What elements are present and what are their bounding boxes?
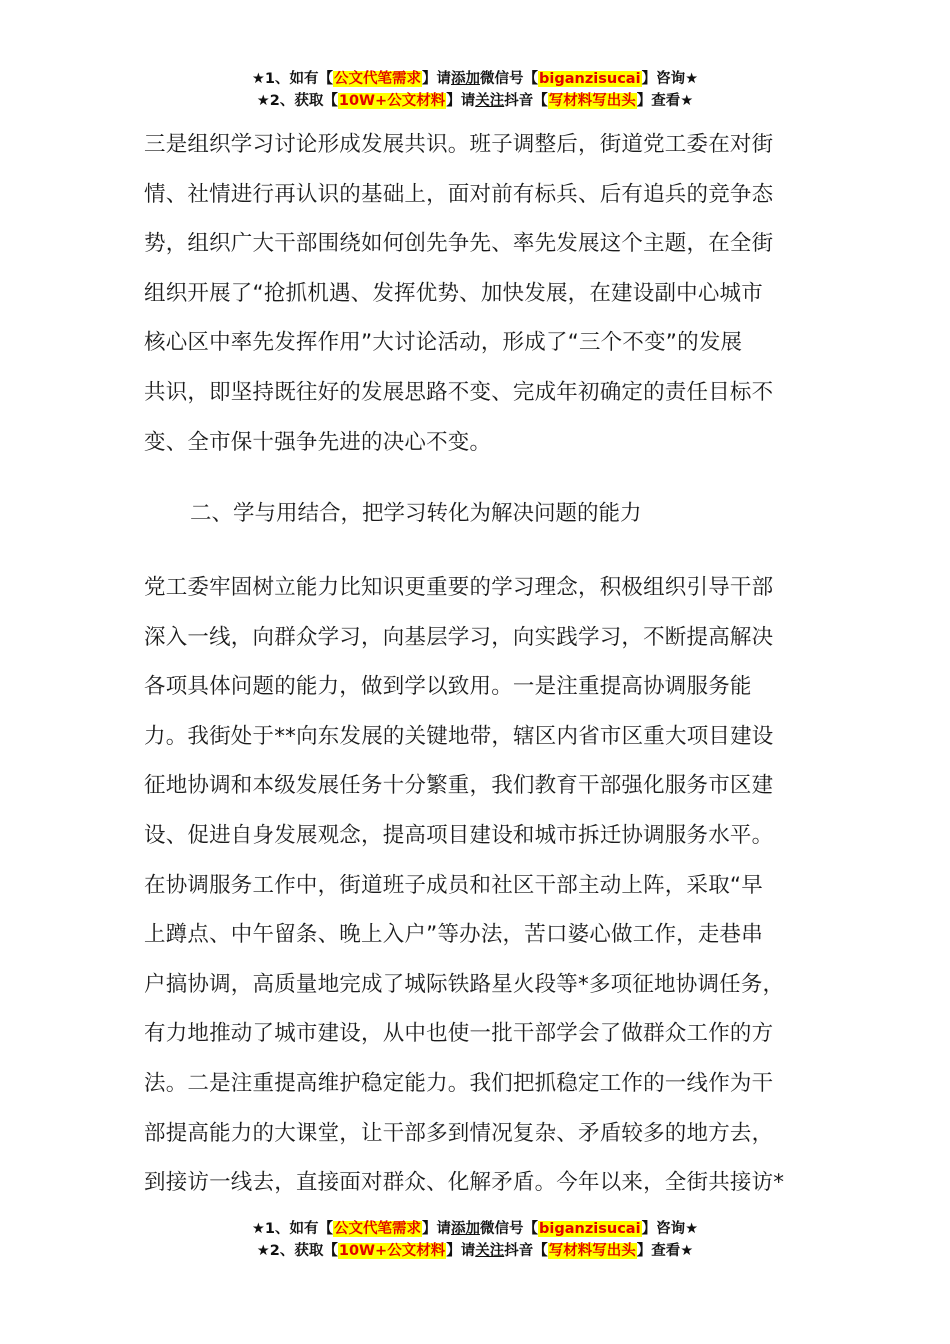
text-line: 上蹲点、中午留条、晚上入户”等办法，苦口婆心做工作，走巷串 <box>144 922 763 948</box>
banner-text: 】查看★ <box>636 93 694 109</box>
text-line: 设、促进自身发展观念，提高项目建设和城市拆迁协调服务水平。 <box>144 822 774 848</box>
header-banner <box>0 68 950 112</box>
text-line: 共识，即坚持既往好的发展思路不变、完成年初确定的责任目标不 <box>144 379 774 405</box>
text-line: 情、社情进行再认识的基础上，面对前有标兵、后有追兵的竞争态 <box>144 181 774 207</box>
banner-text: 抖音【 <box>504 93 548 109</box>
section-heading: 二、学与用结合，把学习转化为解决问题的能力 <box>190 501 642 526</box>
banner-text: 】请 <box>422 1221 452 1237</box>
banner-line-1 <box>0 68 950 90</box>
banner-text: ★1、如有【 <box>251 1221 334 1237</box>
banner-text: 微信号【 <box>480 71 539 87</box>
highlight-tag: biganzisucai <box>539 71 641 87</box>
banner-line-2 <box>0 1240 950 1262</box>
banner-text: ★1、如有【 <box>251 71 334 87</box>
text-line: 有力地推动了城市建设，从中也使一批干部学会了做群众工作的方 <box>144 1021 774 1047</box>
underlined-text: 添加 <box>451 71 481 87</box>
text-line: 各项具体问题的能力，做到学以致用。一是注重提高协调服务能 <box>144 674 752 700</box>
text-line: 组织开展了“抢抓机遇、发挥优势、加快发展，在建设副中心城市 <box>144 280 763 306</box>
text-line: 力。我街处于**向东发展的关键地带，辖区内省市区重大项目建设 <box>144 723 774 749</box>
text-line: 变、全市保十强争先进的决心不变。 <box>144 429 492 455</box>
banner-text: 】请 <box>446 93 476 109</box>
highlight-tag: 10W+公文材料 <box>338 1243 446 1259</box>
paragraph-2 <box>144 563 809 1208</box>
highlight-tag: 公文代笔需求 <box>334 71 422 87</box>
banner-text: ★2、获取【 <box>256 1243 338 1259</box>
banner-text: 】咨询★ <box>641 71 699 87</box>
banner-text: 】请 <box>446 1243 476 1259</box>
text-line: 深入一线，向群众学习，向基层学习，向实践学习，不断提高解决 <box>144 624 774 650</box>
footer-banner <box>0 1218 950 1262</box>
underlined-text: 添加 <box>451 1221 481 1237</box>
text-line: 势，组织广大干部围绕如何创先争先、率先发展这个主题，在全街 <box>144 231 774 257</box>
banner-text: 】查看★ <box>636 1243 694 1259</box>
text-line: 征地协调和本级发展任务十分繁重，我们教育干部强化服务市区建 <box>144 773 774 799</box>
text-line: 三是组织学习讨论形成发展共识。班子调整后，街道党工委在对街 <box>144 132 774 157</box>
highlight-tag: 10W+公文材料 <box>338 93 446 109</box>
banner-text: 】咨询★ <box>641 1221 699 1237</box>
underlined-text: 关注 <box>475 93 505 109</box>
banner-line-2 <box>0 90 950 112</box>
highlight-tag: 写材料写出头 <box>548 1243 636 1259</box>
banner-text: 】请 <box>422 71 452 87</box>
highlight-tag: 写材料写出头 <box>548 93 636 109</box>
banner-text: 微信号【 <box>480 1221 539 1237</box>
underlined-text: 关注 <box>475 1243 505 1259</box>
text-line: 户搞协调，高质量地完成了城际铁路星火段等*多项征地协调任务， <box>144 971 785 997</box>
text-line: 核心区中率先发挥作用”大讨论活动，形成了“三个不变”的发展 <box>144 330 743 356</box>
text-line: 法。二是注重提高维护稳定能力。我们把抓稳定工作的一线作为干 <box>144 1070 774 1096</box>
highlight-tag: 公文代笔需求 <box>334 1221 422 1237</box>
banner-line-1 <box>0 1218 950 1240</box>
banner-text: ★2、获取【 <box>256 93 338 109</box>
text-line: 到接访一线去，直接面对群众、化解矛盾。今年以来，全街共接访* <box>144 1170 785 1196</box>
text-line: 党工委牢固树立能力比知识更重要的学习理念，积极组织引导干部 <box>144 575 774 600</box>
highlight-tag: biganzisucai <box>539 1221 641 1237</box>
text-line: 在协调服务工作中，街道班子成员和社区干部主动上阵，采取“早 <box>144 872 763 898</box>
text-line: 部提高能力的大课堂，让干部多到情况复杂、矛盾较多的地方去， <box>144 1120 774 1146</box>
banner-text: 抖音【 <box>504 1243 548 1259</box>
paragraph-1 <box>144 120 809 467</box>
